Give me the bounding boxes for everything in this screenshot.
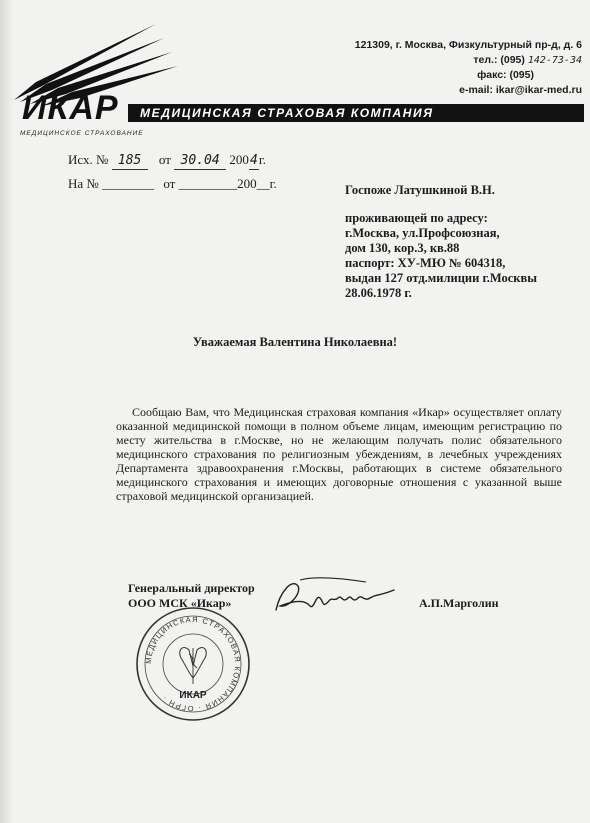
out-number: 185	[112, 153, 148, 170]
in-date-blank: _________	[178, 176, 238, 191]
addressee-line-4: паспорт: ХУ-МЮ № 604318,	[345, 256, 506, 270]
out-date: 30.04	[174, 153, 226, 170]
svg-text:МЕДИЦИНСКАЯ СТРАХОВАЯ КОМПАНИЯ: МЕДИЦИНСКАЯ СТРАХОВАЯ КОМПАНИЯ · ОГРН ·	[143, 614, 243, 714]
company-fax: факс: (095)	[477, 69, 534, 81]
outgoing-reference	[68, 152, 266, 170]
out-year-digit: 4	[249, 153, 258, 168]
signatory-title-line-1: Генеральный директор	[128, 581, 255, 595]
header-band-text: МЕДИЦИНСКАЯ СТРАХОВАЯ КОМПАНИЯ	[140, 106, 434, 120]
signatory-title-line-2: ООО МСК «Икар»	[128, 596, 232, 610]
addressee-line-5: выдан 127 отд.милиции г.Москвы	[345, 271, 537, 285]
in-from-label: от	[163, 176, 176, 191]
out-year-suffix: г.	[258, 152, 267, 167]
addressee-line-6: 28.06.1978 г.	[345, 286, 412, 300]
company-contacts	[355, 38, 582, 98]
signatory-name: А.П.Марголин	[419, 596, 499, 610]
out-number-label: Исх. №	[68, 152, 109, 167]
addressee-line-2: г.Москва, ул.Профсоюзная,	[345, 226, 500, 240]
svg-text:ИКАР: ИКАР	[179, 690, 207, 701]
phone-handwritten: 142-73-34	[527, 55, 582, 66]
in-year: 200__г.	[237, 176, 277, 191]
out-year-prefix: 200	[229, 152, 249, 167]
brand-subtitle: МЕДИЦИНСКОЕ СТРАХОВАНИЕ	[20, 130, 144, 137]
scan-edge-shadow	[0, 0, 14, 823]
addressee-line-3: дом 130, кор.3, кв.88	[345, 241, 460, 255]
company-address: 121309, г. Москва, Физкультурный пр-д, д. 6	[354, 39, 582, 51]
letter-body: Сообщаю Вам, что Медицинская страховая компания «Икар» осуществляет оплату оказанной медицинской помощи в полном объеме лицам, имеющим регистрацию по месту жительства в г.Москве, но не желающим получать полис обязательного медицинского страхования по религиозным убеждениям, в лечебных учреждениях Департамента здравоохранения г.Москвы, работающих в системе обязательного медицинского страхования и имеющих договорные отношения с указанной выше страховой медицинской организацией.	[116, 405, 562, 503]
addressee-name: Госпоже Латушкиной В.Н.	[345, 183, 495, 197]
out-from-label: от	[158, 152, 171, 167]
salutation: Уважаемая Валентина Николаевна!	[192, 335, 398, 349]
company-email: e-mail: ikar@ikar-med.ru	[459, 84, 582, 96]
company-seal-stamp-icon	[133, 604, 253, 724]
company-phone	[355, 53, 582, 68]
handwritten-signature-icon	[270, 572, 400, 622]
in-number-blank: ________	[102, 176, 155, 191]
in-number-label: На №	[68, 176, 99, 191]
brand-logo-text: ИКАР	[22, 89, 119, 127]
addressee-line-1: проживающей по адресу:	[345, 211, 488, 225]
phone-label: тел.: (095)	[473, 54, 525, 66]
incoming-reference	[68, 176, 277, 192]
